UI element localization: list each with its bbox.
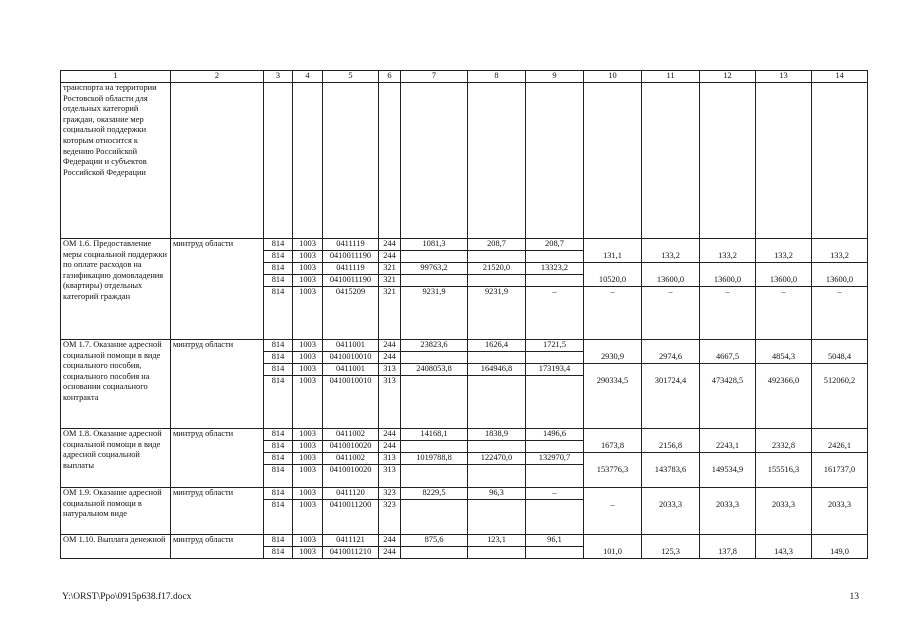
data-cell (812, 263, 868, 275)
data-cell (401, 352, 468, 364)
data-cell: 1496,6 (526, 429, 584, 441)
data-cell: 125,3 (642, 547, 700, 559)
data-cell (468, 547, 526, 559)
data-cell: 244 (379, 547, 401, 559)
data-cell: 0410010020 (323, 441, 379, 453)
data-cell: 143,3 (756, 547, 812, 559)
data-cell (584, 429, 642, 441)
data-cell: 814 (264, 465, 293, 488)
data-cell: 244 (379, 441, 401, 453)
data-cell (526, 251, 584, 263)
data-cell: 1003 (293, 500, 323, 535)
data-cell (468, 352, 526, 364)
data-cell: 0411119 (323, 263, 379, 275)
data-cell: 133,2 (700, 251, 756, 263)
data-cell: 814 (264, 441, 293, 453)
table-cell (756, 83, 812, 239)
data-cell: 1003 (293, 535, 323, 547)
data-cell: 313 (379, 364, 401, 376)
executor-cell: минтруд области (171, 340, 264, 429)
data-cell: 2974,6 (642, 352, 700, 364)
data-cell: 2033,3 (700, 500, 756, 535)
table-cell (264, 83, 293, 239)
data-cell: 814 (264, 352, 293, 364)
table-cell (584, 83, 642, 239)
data-cell: 1003 (293, 352, 323, 364)
data-cell: 321 (379, 263, 401, 275)
data-cell (756, 488, 812, 500)
data-cell (468, 275, 526, 287)
data-cell: – (812, 287, 868, 340)
data-cell (642, 453, 700, 465)
data-cell (642, 488, 700, 500)
data-cell: 301724,4 (642, 376, 700, 429)
data-cell: 492366,0 (756, 376, 812, 429)
data-cell: 2426,1 (812, 441, 868, 453)
data-cell (401, 465, 468, 488)
data-cell: 9231,9 (468, 287, 526, 340)
footer-page-number: 13 (849, 592, 859, 602)
table-cell (812, 83, 868, 239)
data-cell (756, 535, 812, 547)
table-row (61, 83, 868, 239)
data-cell: 137,8 (700, 547, 756, 559)
data-cell (584, 239, 642, 251)
data-cell: 0411002 (323, 429, 379, 441)
data-cell: 208,7 (468, 239, 526, 251)
data-cell: 2033,3 (756, 500, 812, 535)
data-cell: 5048,4 (812, 352, 868, 364)
data-cell: 1003 (293, 441, 323, 453)
data-cell (756, 239, 812, 251)
data-cell: 323 (379, 488, 401, 500)
data-cell (700, 488, 756, 500)
table-cell (379, 83, 401, 239)
column-number: 1 (61, 71, 171, 83)
data-cell: 1721,5 (526, 340, 584, 352)
measure-description: ОМ 1.8. Оказание адресной социальной помощи в виде адресной социальной выплаты (61, 429, 171, 488)
data-cell: 1003 (293, 263, 323, 275)
data-cell (756, 340, 812, 352)
data-cell (642, 535, 700, 547)
data-cell: 1003 (293, 239, 323, 251)
data-cell: – (700, 287, 756, 340)
data-cell (756, 263, 812, 275)
measure-description: ОМ 1.6. Предоставление меры социальной поддержки по оплате расходов на газификацию домовладения (квартиры) отдельных категорий граждан (61, 239, 171, 340)
data-cell (468, 251, 526, 263)
data-cell: 1003 (293, 429, 323, 441)
data-cell: 149,0 (812, 547, 868, 559)
data-cell: 9231,9 (401, 287, 468, 340)
data-cell (812, 453, 868, 465)
data-cell (756, 453, 812, 465)
data-cell: 164946,8 (468, 364, 526, 376)
header-row (61, 71, 868, 83)
data-cell (700, 340, 756, 352)
table-row (61, 535, 868, 547)
data-cell: 244 (379, 239, 401, 251)
data-cell: 1003 (293, 251, 323, 263)
data-cell (700, 364, 756, 376)
data-cell: 0411001 (323, 364, 379, 376)
data-cell (700, 239, 756, 251)
data-cell (812, 239, 868, 251)
data-cell: 99763,2 (401, 263, 468, 275)
data-cell: 2408053,8 (401, 364, 468, 376)
data-cell: 2033,3 (642, 500, 700, 535)
data-cell: 13600,0 (756, 275, 812, 287)
data-cell: 244 (379, 429, 401, 441)
executor-cell: минтруд области (171, 488, 264, 535)
data-cell: 23823,6 (401, 340, 468, 352)
table-cell (526, 83, 584, 239)
data-cell (756, 364, 812, 376)
data-cell: 512060,2 (812, 376, 868, 429)
column-number: 12 (700, 71, 756, 83)
data-cell (812, 340, 868, 352)
data-cell: 313 (379, 465, 401, 488)
column-number: 4 (293, 71, 323, 83)
data-cell: 0411119 (323, 239, 379, 251)
data-cell: 321 (379, 287, 401, 340)
data-cell: 1019788,8 (401, 453, 468, 465)
budget-table (60, 70, 868, 559)
data-cell: 14168,1 (401, 429, 468, 441)
table-row (61, 429, 868, 441)
data-cell: 132970,7 (526, 453, 584, 465)
data-cell: 814 (264, 275, 293, 287)
data-cell: 133,2 (642, 251, 700, 263)
data-cell: 155516,3 (756, 465, 812, 488)
data-cell: 814 (264, 453, 293, 465)
data-cell: 13600,0 (642, 275, 700, 287)
data-cell: 4854,3 (756, 352, 812, 364)
data-cell: 0410010020 (323, 465, 379, 488)
data-cell: 208,7 (526, 239, 584, 251)
data-cell: 0410010010 (323, 352, 379, 364)
data-cell: 1003 (293, 488, 323, 500)
data-cell: 122470,0 (468, 453, 526, 465)
data-cell: 149534,9 (700, 465, 756, 488)
column-number: 3 (264, 71, 293, 83)
data-cell (812, 535, 868, 547)
data-cell (584, 364, 642, 376)
data-cell (401, 275, 468, 287)
data-cell: 321 (379, 275, 401, 287)
data-cell: 323 (379, 500, 401, 535)
data-cell: 1003 (293, 340, 323, 352)
data-cell: 244 (379, 352, 401, 364)
data-cell: 0410011190 (323, 275, 379, 287)
data-cell: 814 (264, 340, 293, 352)
data-cell: 1838,9 (468, 429, 526, 441)
data-cell: 4667,5 (700, 352, 756, 364)
data-cell: 1003 (293, 453, 323, 465)
data-cell: 133,2 (756, 251, 812, 263)
executor-cell: минтруд области (171, 429, 264, 488)
column-number: 9 (526, 71, 584, 83)
table-cell (293, 83, 323, 239)
table-row (61, 340, 868, 352)
column-number: 10 (584, 71, 642, 83)
data-cell: 1003 (293, 275, 323, 287)
data-cell: 8229,5 (401, 488, 468, 500)
data-cell: – (584, 287, 642, 340)
data-cell: 814 (264, 547, 293, 559)
column-number: 2 (171, 71, 264, 83)
data-cell: 0415209 (323, 287, 379, 340)
data-cell: 0411121 (323, 535, 379, 547)
data-cell: 814 (264, 287, 293, 340)
document-page (60, 70, 867, 559)
data-cell (642, 239, 700, 251)
data-cell (812, 429, 868, 441)
data-cell (468, 441, 526, 453)
table-row (61, 488, 868, 500)
table-cell (700, 83, 756, 239)
data-cell (700, 535, 756, 547)
data-cell (584, 535, 642, 547)
data-cell (468, 376, 526, 429)
data-cell: 814 (264, 535, 293, 547)
table-cell (468, 83, 526, 239)
data-cell: 814 (264, 376, 293, 429)
data-cell (401, 376, 468, 429)
data-cell: 814 (264, 239, 293, 251)
data-cell: 1003 (293, 364, 323, 376)
data-cell: 0410011210 (323, 547, 379, 559)
data-cell: 123,1 (468, 535, 526, 547)
data-cell: 1003 (293, 287, 323, 340)
column-number: 8 (468, 71, 526, 83)
data-cell: 313 (379, 376, 401, 429)
data-cell (401, 251, 468, 263)
data-cell (526, 547, 584, 559)
measure-description: ОМ 1.10. Выплата денежной (61, 535, 171, 559)
data-cell (642, 340, 700, 352)
data-cell: 2332,8 (756, 441, 812, 453)
data-cell: 290334,5 (584, 376, 642, 429)
data-cell: 244 (379, 535, 401, 547)
data-cell (642, 263, 700, 275)
data-cell (584, 488, 642, 500)
data-cell: 96,1 (526, 535, 584, 547)
data-cell: 21520,0 (468, 263, 526, 275)
data-cell: 13600,0 (700, 275, 756, 287)
data-cell (812, 364, 868, 376)
data-cell: 143783,6 (642, 465, 700, 488)
data-cell: 131,1 (584, 251, 642, 263)
data-cell: 814 (264, 488, 293, 500)
data-cell (526, 500, 584, 535)
column-number: 14 (812, 71, 868, 83)
column-number: 11 (642, 71, 700, 83)
data-cell (526, 441, 584, 453)
data-cell (584, 340, 642, 352)
footer-file-path: Y:\ORST\Ppo\0915p638.f17.docx (62, 592, 192, 602)
data-cell: 1003 (293, 465, 323, 488)
data-cell: 814 (264, 500, 293, 535)
data-cell: – (526, 488, 584, 500)
data-cell: 101,0 (584, 547, 642, 559)
data-cell (526, 465, 584, 488)
data-cell (468, 500, 526, 535)
data-cell: 2243,1 (700, 441, 756, 453)
data-cell: 0411002 (323, 453, 379, 465)
data-cell (526, 352, 584, 364)
data-cell: 161737,0 (812, 465, 868, 488)
executor-cell: минтруд области (171, 535, 264, 559)
data-cell: 0411001 (323, 340, 379, 352)
data-cell: – (756, 287, 812, 340)
data-cell (584, 453, 642, 465)
data-cell (526, 376, 584, 429)
data-cell: 814 (264, 263, 293, 275)
data-cell: 1626,4 (468, 340, 526, 352)
data-cell: 1673,8 (584, 441, 642, 453)
data-cell (700, 429, 756, 441)
table-row (61, 239, 868, 251)
data-cell: 13600,0 (812, 275, 868, 287)
column-number: 6 (379, 71, 401, 83)
data-cell: 0410011200 (323, 500, 379, 535)
data-cell: 875,6 (401, 535, 468, 547)
data-cell: – (642, 287, 700, 340)
data-cell: 10520,0 (584, 275, 642, 287)
data-cell: – (584, 500, 642, 535)
data-cell: 133,2 (812, 251, 868, 263)
data-cell: 1081,3 (401, 239, 468, 251)
table-cell (323, 83, 379, 239)
column-number: 7 (401, 71, 468, 83)
column-number: 5 (323, 71, 379, 83)
data-cell (700, 453, 756, 465)
data-cell (756, 429, 812, 441)
executor-cell: минтруд области (171, 239, 264, 340)
data-cell: 1003 (293, 547, 323, 559)
data-cell: 814 (264, 251, 293, 263)
data-cell: 96,3 (468, 488, 526, 500)
data-cell: 814 (264, 364, 293, 376)
measure-description: ОМ 1.9. Оказание адресной социальной помощи в натуральном виде (61, 488, 171, 535)
data-cell (468, 465, 526, 488)
data-cell: 313 (379, 453, 401, 465)
data-cell: 244 (379, 251, 401, 263)
data-cell: 0410011190 (323, 251, 379, 263)
measure-description: ОМ 1.7. Оказание адресной социальной помощи в виде социального пособия, социального пособия на основании социального контракта (61, 340, 171, 429)
data-cell: 2156,8 (642, 441, 700, 453)
column-number: 13 (756, 71, 812, 83)
data-cell (526, 275, 584, 287)
table-cell (401, 83, 468, 239)
data-cell (401, 441, 468, 453)
table-cell (642, 83, 700, 239)
data-cell: 0411120 (323, 488, 379, 500)
data-cell (401, 500, 468, 535)
data-cell: 1003 (293, 376, 323, 429)
table-cell (171, 83, 264, 239)
data-cell (401, 547, 468, 559)
data-cell (642, 364, 700, 376)
data-cell: 2033,3 (812, 500, 868, 535)
data-cell: 244 (379, 340, 401, 352)
data-cell: 2930,9 (584, 352, 642, 364)
row-description: транспорта на территории Ростовской области для отдельных категорий граждан, оказание мер социальной поддержки которым относится к ведению Российской Федерации и субъектов Российской Федерации (61, 83, 171, 239)
data-cell: 814 (264, 429, 293, 441)
data-cell: 173193,4 (526, 364, 584, 376)
data-cell: – (526, 287, 584, 340)
data-cell: 473428,5 (700, 376, 756, 429)
data-cell: 13323,2 (526, 263, 584, 275)
data-cell (642, 429, 700, 441)
data-cell: 153776,3 (584, 465, 642, 488)
data-cell (812, 488, 868, 500)
data-cell: 0410010010 (323, 376, 379, 429)
data-cell (700, 263, 756, 275)
data-cell (584, 263, 642, 275)
